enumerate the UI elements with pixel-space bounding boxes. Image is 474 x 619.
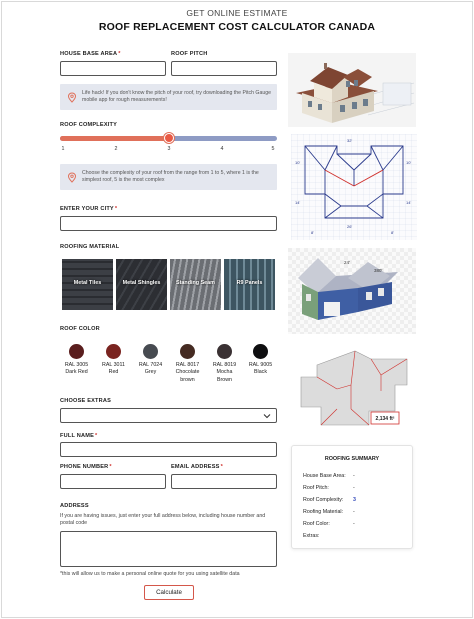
city-label: ENTER YOUR CITY* [60,206,118,212]
roof-color-swatch-label: RAL 3011 Red [102,362,125,376]
extras-select[interactable] [60,408,277,423]
roof-plan-drawing [291,134,417,240]
summary-row: Roof Complexity: 3 [303,497,356,503]
address-textarea[interactable] [60,531,277,567]
complexity-tick: 3 [167,146,171,152]
roof-color-swatch-label: RAL 3005 Dark Red [64,362,89,376]
pitch-tip-box [60,84,277,110]
plan-area-value: 2,134 ft² [375,416,395,422]
roof-color-swatch-label: RAL 7024 Grey [138,362,163,376]
summary-row: Roofing Material: - [303,509,355,515]
complexity-slider-fill [60,136,169,141]
roof-area-plan-image [291,345,414,431]
roof-color-swatch[interactable] [253,344,268,359]
roof-color-swatch-label: RAL 9005 Black [248,362,273,376]
complexity-tip-text: Choose the complexity of your roof from the range from 1 to 5, where 1 is the simplest roof, 5 is the most complex [82,169,259,183]
summary-row: Roof Pitch: - [303,485,355,491]
material-option-metal-shingles[interactable] [116,259,167,310]
material-option-r9-panels[interactable] [224,259,275,310]
material-option-standing-seam[interactable] [170,259,221,310]
phone-input[interactable] [60,474,166,489]
full-name-input[interactable] [60,442,277,457]
pitch-tip-text: Life hack! If you don't know the pitch of your roof, try downloading the Pitch Gauge mobile app for rough measurements! [82,89,272,103]
svg-text:10': 10' [295,160,301,165]
choose-extras-label: CHOOSE EXTRAS [60,398,112,404]
svg-text:14': 14' [295,200,301,205]
house-base-area-label: HOUSE BASE AREA* [60,51,121,57]
material-option-label: Metal Tiles [73,280,102,286]
calculate-button[interactable]: Calculate [144,585,194,600]
location-pin-icon [67,92,77,103]
material-option-metal-tiles[interactable] [62,259,113,310]
roof-color-swatch-label: RAL 8017 Chocolate brown [175,362,200,383]
house-elevation-image [288,248,416,334]
roof-complexity-label: ROOF COMPLEXITY [60,122,118,128]
svg-text:8': 8' [311,230,314,235]
svg-text:8': 8' [391,230,394,235]
phone-label: PHONE NUMBER* [60,464,112,470]
email-input[interactable] [171,474,277,489]
svg-text:26': 26' [347,224,353,229]
roof-color-label: ROOF COLOR [60,326,100,332]
elevation-dimension-label: 380' [374,268,383,273]
material-option-label: R9 Panels [236,280,263,286]
roof-color-swatch-label: RAL 8019 Mocha Brown [212,362,237,383]
roofing-summary-card [291,445,413,549]
svg-text:32': 32' [347,138,353,143]
elevation-dimension-label: 24' [344,260,350,265]
house-base-area-input[interactable] [60,61,166,76]
satellite-footnote: *this will allow us to make a personal online quote for you using satellite data [60,571,240,577]
summary-row: Roof Color: - [303,521,355,527]
complexity-tip-box [60,164,277,190]
email-label: EMAIL ADDRESS* [171,464,223,470]
roof-color-swatch[interactable] [106,344,121,359]
material-option-label: Metal Shingles [122,280,161,286]
roof-color-swatch[interactable] [217,344,232,359]
roof-color-swatch[interactable] [69,344,84,359]
summary-row: Extras: [303,533,320,539]
eyebrow-heading: GET ONLINE ESTIMATE [186,8,288,18]
chevron-down-icon [263,412,271,420]
svg-text:14': 14' [406,200,412,205]
city-input[interactable] [60,216,277,231]
roof-pitch-label: ROOF PITCH [171,51,208,57]
complexity-tick: 1 [61,146,65,152]
location-pin-icon [67,172,77,183]
address-hint: If you are having issues, just enter your full address below, including house number and postal code [60,513,266,527]
roofing-material-label: ROOFING MATERIAL [60,244,120,250]
house-3d-image [288,53,416,127]
summary-title: ROOFING SUMMARY [324,456,380,462]
complexity-tick: 4 [220,146,224,152]
summary-row: House Base Area: - [303,473,355,479]
roof-color-swatch[interactable] [143,344,158,359]
complexity-slider-handle[interactable] [164,133,174,143]
roof-color-swatch[interactable] [180,344,195,359]
svg-text:10': 10' [406,160,412,165]
address-label: ADDRESS [60,503,89,509]
material-option-label: Standing Seam [176,280,215,286]
page-title: ROOF REPLACEMENT COST CALCULATOR CANADA [98,21,376,33]
full-name-label: FULL NAME* [60,433,98,439]
complexity-tick: 2 [114,146,118,152]
complexity-tick: 5 [271,146,275,152]
roof-pitch-input[interactable] [171,61,277,76]
